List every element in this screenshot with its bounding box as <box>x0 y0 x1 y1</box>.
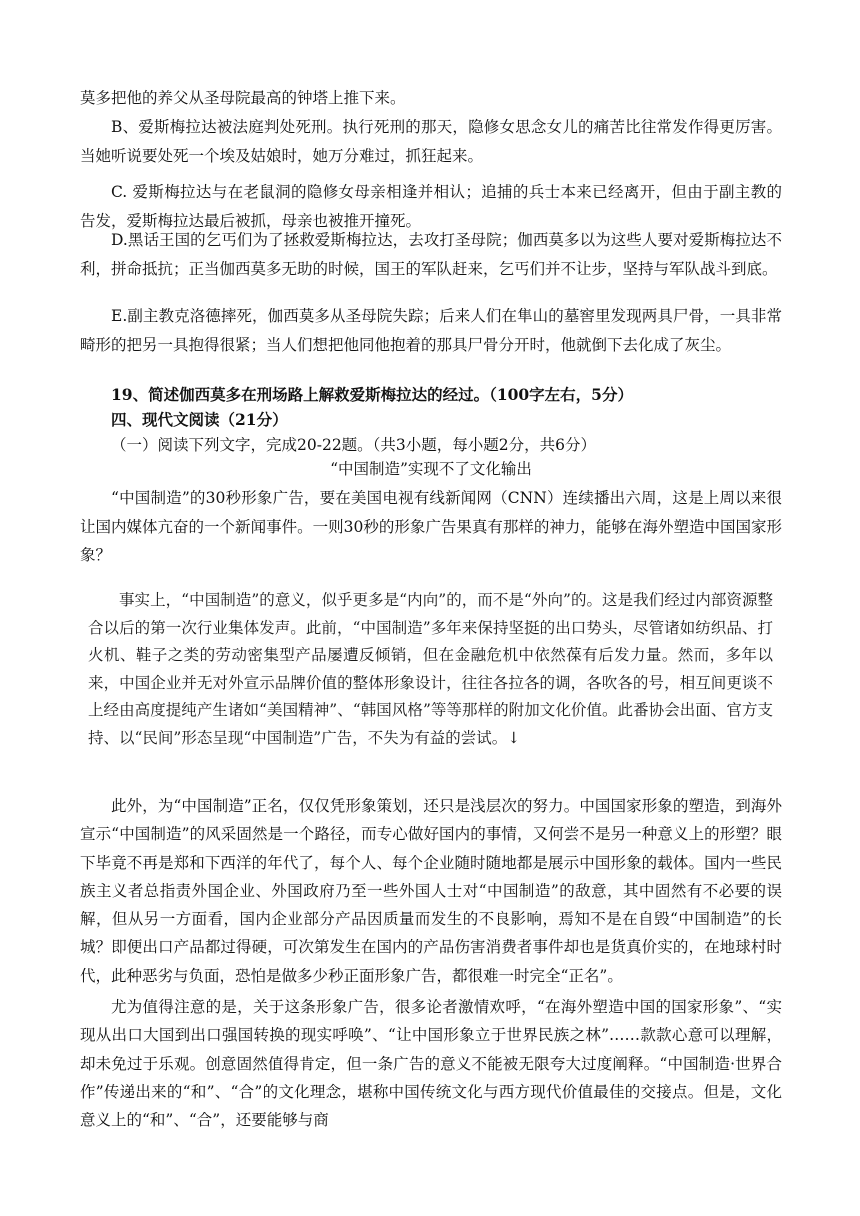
option-e: E.副主教克洛德摔死，伽西莫多从圣母院失踪；后来人们在隼山的墓窖里发现两具尸骨，一具非常畸形的把另一具抱得很紧；当人们想把他同他抱着的那具尸骨分开时，他就倒下去化成了灰尘。 <box>80 307 782 354</box>
option-d: D.黑话王国的乞丐们为了拯救爱斯梅拉达，去攻打圣母院；伽西莫多以为这些人要对爱斯梅拉达不利，拼命抵抗；正当伽西莫多无助的时候，国王的军队赶来，乞丐们并不让步，坚持与军队战斗到底。 <box>80 231 782 278</box>
option-b: B、爱斯梅拉达被法庭判处死刑。执行死刑的那天，隐修女思念女儿的痛苦比往常发作得更厉害。当她听说要处死一个埃及姑娘时，她万分难过，抓狂起来。 <box>80 118 782 165</box>
section-heading: 四、现代文阅读（21分） <box>111 410 288 429</box>
question-19: 19、简述伽西莫多在刑场路上解救爱斯梅拉达的经过。（100字左右，5分） <box>111 385 633 404</box>
article-paragraph-2: 事实上，“中国制造”的意义，似乎更多是“内向”的，而不是“外向”的。这是我们经过内部资源整合以后的第一次行业集体发声。此前，“中国制造”多年来保持坚挺的出口势头，尽管诸如纺织品、打火机、鞋子之类的劳动密集型产品屡遭反倾销，但在金融危机中依然葆有后发力量。然而，多年以来，中国企业并无对外宣示品牌价值的整体形象设计，往往各拉各的调，各吹各的号，相互间更谈不上经由高度提纯产生诸如“美国精神”、“韩国风格”等等那样的附加文化价值。此番协会出面、官方支持、以“民间”形态呈现“中国制造”广告，不失为有益的尝试。↓ <box>88 591 773 747</box>
option-a-continuation: 莫多把他的养父从圣母院最高的钟塔上推下来。 <box>80 89 406 107</box>
option-c: C. 爱斯梅拉达与在老鼠洞的隐修女母亲相逢并相认；追捕的兵士本来已经离开，但由于副主教的告发，爱斯梅拉达最后被抓，母亲也被推开撞死。 <box>80 183 782 230</box>
article-paragraph-3: 此外，为“中国制造”正名，仅仅凭形象策划，还只是浅层次的努力。中国国家形象的塑造，到海外宣示“中国制造”的风采固然是一个路径，而专心做好国内的事情，又何尝不是另一种意义上的形塑？眼下毕竟不再是郑和下西洋的年代了，每个人、每个企业随时随地都是展示中国形象的载体。国内一些民族主义者总指责外国企业、外国政府乃至一些外国人士对“中国制造”的敌意，其中固然有不必要的误解，但从另一方面看，国内企业部分产品因质量而发生的不良影响，焉知不是在自毁“中国制造”的长城？即便出口产品都过得硬，可次第发生在国内的产品伤害消费者事件却也是货真价实的，在地球村时代，此种恶劣与负面，恐怕是做多少秒正面形象广告，都很难一时完全“正名”。 <box>80 797 782 985</box>
reading-instruction: （一）阅读下列文字，完成20-22题。（共3小题，每小题2分，共6分） <box>111 436 597 454</box>
article-title: “中国制造”实现不了文化输出 <box>330 460 532 478</box>
article-paragraph-1: “中国制造”的30秒形象广告，要在美国电视有线新闻网（CNN）连续播出六周，这是上周以来很让国内媒体亢奋的一个新闻事件。一则30秒的形象广告果真有那样的神力，能够在海外塑造中国国家形象？ <box>80 489 782 564</box>
article-paragraph-4: 尤为值得注意的是，关于这条形象广告，很多论者激情欢呼，“在海外塑造中国的国家形象”、“实现从出口大国到出口强国转换的现实呼唤”、“让中国形象立于世界民族之林”……款款心意可以理解，却未免过于乐观。创意固然值得肯定，但一条广告的意义不能被无限夸大过度阐释。“中国制造·世界合作”传递出来的“和”、“合”的文化理念，堪称中国传统文化与西方现代价值最佳的交接点。但是，文化意义上的“和”、“合”，还要能够与商 <box>80 998 782 1130</box>
